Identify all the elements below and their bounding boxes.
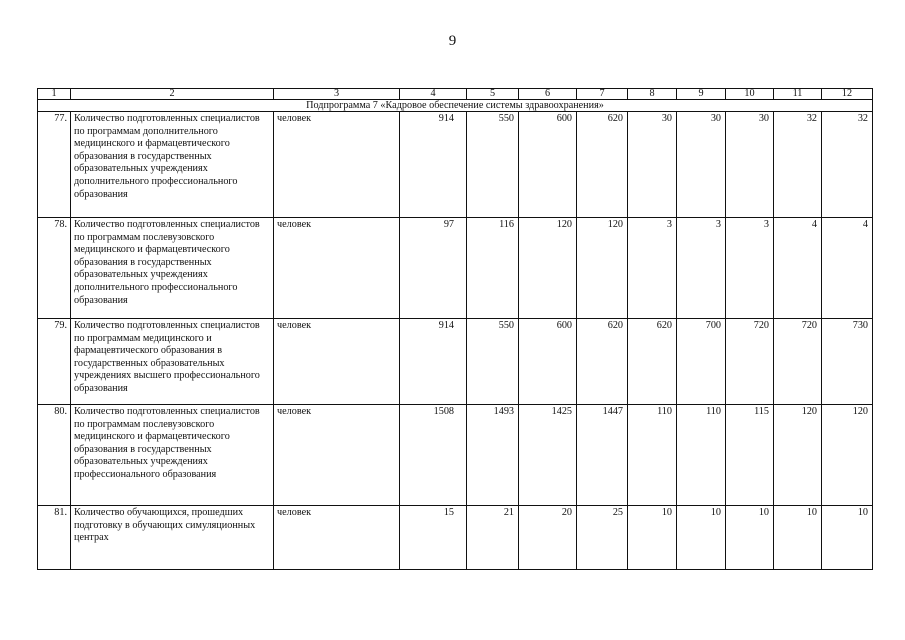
- column-number: 2: [71, 89, 274, 100]
- value-cell: 115: [726, 405, 774, 506]
- column-number: 3: [274, 89, 400, 100]
- value-cell: 620: [577, 112, 628, 218]
- value-cell: 550: [467, 319, 519, 405]
- value-cell: 1425: [519, 405, 577, 506]
- indicator-name: Количество подготовленных специалистов по программам медицинского и фармацевтического образования в государственных образовательных учреждениях высшего профессионального образования: [71, 319, 274, 405]
- value-cell: 10: [677, 506, 726, 570]
- column-number: 11: [774, 89, 822, 100]
- unit-cell: человек: [274, 405, 400, 506]
- value-cell: 1493: [467, 405, 519, 506]
- indicator-name: Количество подготовленных специалистов по программам послевузовского медицинского и фармацевтического образования в государственных образовательных учреждениях дополнительного профессионального образования: [71, 218, 274, 319]
- value-cell: 10: [822, 506, 873, 570]
- value-cell: 914: [400, 112, 467, 218]
- value-cell: 97: [400, 218, 467, 319]
- subprogram-title: Подпрограмма 7 «Кадровое обеспечение системы здравоохранения»: [38, 100, 873, 112]
- value-cell: 550: [467, 112, 519, 218]
- column-number: 9: [677, 89, 726, 100]
- indicators-table: [37, 88, 873, 570]
- value-cell: 620: [577, 319, 628, 405]
- row-number: 80.: [38, 405, 71, 506]
- value-cell: 15: [400, 506, 467, 570]
- value-cell: 720: [774, 319, 822, 405]
- row-number: 79.: [38, 319, 71, 405]
- value-cell: 30: [726, 112, 774, 218]
- row-number: 77.: [38, 112, 71, 218]
- value-cell: 3: [628, 218, 677, 319]
- value-cell: 4: [822, 218, 873, 319]
- value-cell: 116: [467, 218, 519, 319]
- indicator-name: Количество подготовленных специалистов по программам дополнительного медицинского и фармацевтического образования в государственных образовательных учреждениях дополнительного профессионального образования: [71, 112, 274, 218]
- value-cell: 120: [519, 218, 577, 319]
- value-cell: 10: [726, 506, 774, 570]
- value-cell: 32: [774, 112, 822, 218]
- column-number: 12: [822, 89, 873, 100]
- value-cell: 600: [519, 319, 577, 405]
- table-row: [38, 405, 873, 506]
- table-row: [38, 506, 873, 570]
- value-cell: 10: [628, 506, 677, 570]
- row-number: 78.: [38, 218, 71, 319]
- value-cell: 110: [628, 405, 677, 506]
- value-cell: 700: [677, 319, 726, 405]
- column-number: 4: [400, 89, 467, 100]
- unit-cell: человек: [274, 112, 400, 218]
- column-number: 6: [519, 89, 577, 100]
- column-number: 7: [577, 89, 628, 100]
- column-numbers-row: [38, 89, 873, 100]
- table-row: [38, 319, 873, 405]
- value-cell: 720: [726, 319, 774, 405]
- column-number: 1: [38, 89, 71, 100]
- value-cell: 30: [628, 112, 677, 218]
- value-cell: 110: [677, 405, 726, 506]
- row-number: 81.: [38, 506, 71, 570]
- column-number: 5: [467, 89, 519, 100]
- value-cell: 1447: [577, 405, 628, 506]
- value-cell: 120: [577, 218, 628, 319]
- column-number: 8: [628, 89, 677, 100]
- unit-cell: человек: [274, 506, 400, 570]
- page-number: 9: [448, 33, 457, 49]
- value-cell: 120: [774, 405, 822, 506]
- table-row: [38, 218, 873, 319]
- value-cell: 620: [628, 319, 677, 405]
- unit-cell: человек: [274, 218, 400, 319]
- value-cell: 3: [677, 218, 726, 319]
- indicator-name: Количество подготовленных специалистов по программам послевузовского медицинского и фармацевтического образования в государственных образовательных учреждениях профессионального образования: [71, 405, 274, 506]
- value-cell: 32: [822, 112, 873, 218]
- value-cell: 20: [519, 506, 577, 570]
- column-number: 10: [726, 89, 774, 100]
- value-cell: 600: [519, 112, 577, 218]
- value-cell: 730: [822, 319, 873, 405]
- value-cell: 4: [774, 218, 822, 319]
- value-cell: 1508: [400, 405, 467, 506]
- value-cell: 3: [726, 218, 774, 319]
- subprogram-header-row: [38, 100, 873, 112]
- value-cell: 30: [677, 112, 726, 218]
- value-cell: 10: [774, 506, 822, 570]
- unit-cell: человек: [274, 319, 400, 405]
- table-row: [38, 112, 873, 218]
- value-cell: 914: [400, 319, 467, 405]
- value-cell: 25: [577, 506, 628, 570]
- value-cell: 21: [467, 506, 519, 570]
- indicator-name: Количество обучающихся, прошедших подготовку в обучающих симуляционных центрах: [71, 506, 274, 570]
- value-cell: 120: [822, 405, 873, 506]
